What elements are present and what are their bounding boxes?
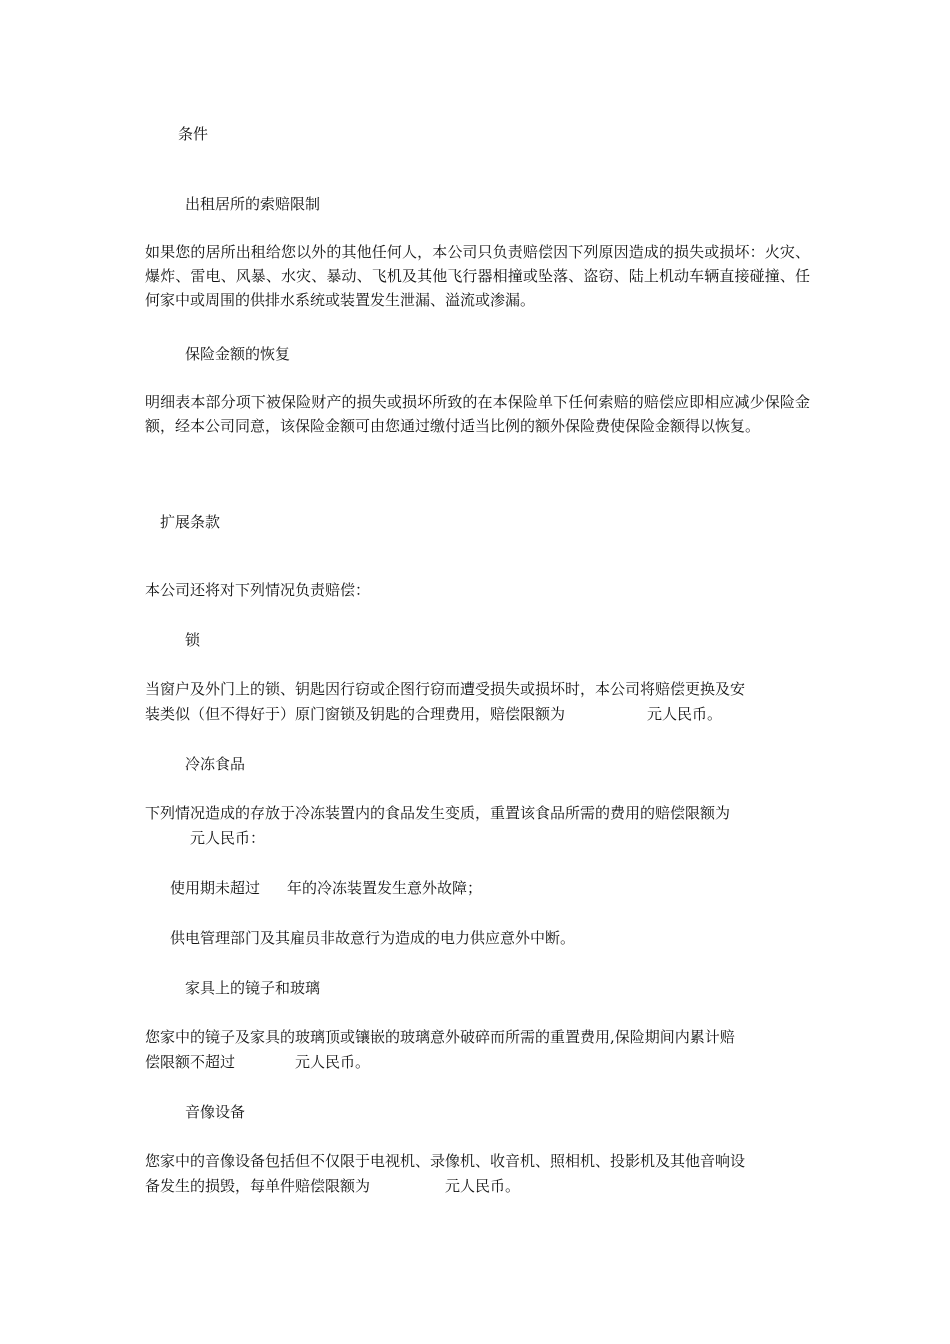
paragraph-mirror-tail: 元人民币。	[295, 1053, 371, 1071]
paragraph-av-line2: 备发生的损毁，每单件赔偿限额为	[145, 1177, 371, 1195]
paragraph-frozen-line1: 下列情况造成的存放于冷冻装置内的食品发生变质，重置该食品所需的费用的赔偿限额为	[145, 804, 731, 822]
section-title-conditions: 条件	[178, 125, 209, 143]
heading-locks: 锁	[185, 631, 201, 649]
heading-restore: 保险金额的恢复	[185, 345, 291, 363]
paragraph-locks-line2: 装类似（但不得好于）原门窗锁及钥匙的合理费用，赔偿限额为	[145, 705, 566, 723]
heading-rental-limit: 出租居所的索赔限制	[185, 195, 321, 213]
frozen-item2: 供电管理部门及其雇员非故意行为造成的电力供应意外中断。	[170, 929, 576, 947]
frozen-item1-part1: 使用期未超过	[170, 879, 261, 897]
frozen-item1-part2: 年的冷冻装置发生意外故障；	[287, 879, 483, 897]
paragraph-av-line1: 您家中的音像设备包括但不仅限于电视机、录像机、收音机、照相机、投影机及其他音响设	[145, 1152, 746, 1170]
heading-av-equipment: 音像设备	[185, 1103, 246, 1121]
paragraph-frozen-tail: 元人民币：	[190, 829, 266, 847]
paragraph-mirror-line2: 偿限额不超过	[145, 1053, 236, 1071]
heading-frozen-food: 冷冻食品	[185, 755, 246, 773]
paragraph-locks-line1: 当窗户及外门上的锁、钥匙因行窃或企图行窃而遭受损失或损坏时，本公司将赔偿更换及安	[145, 680, 746, 698]
paragraph-locks-tail: 元人民币。	[647, 705, 723, 723]
paragraph-rental-limit: 如果您的居所出租给您以外的其他任何人，本公司只负责赔偿因下列原因造成的损失或损坏：火灾、爆炸、雷电、风暴、水灾、暴动、飞机及其他飞行器相撞或坠落、盗窃、陆上机动车辆直接碰撞、任何家中或周围的供排水系统或装置发生泄漏、溢流或渗漏。	[145, 243, 810, 309]
section-title-extensions: 扩展条款	[160, 513, 221, 531]
heading-mirror-glass: 家具上的镜子和玻璃	[185, 979, 321, 997]
paragraph-av-tail: 元人民币。	[445, 1177, 521, 1195]
paragraph-mirror-line1: 您家中的镜子及家具的玻璃顶或镶嵌的玻璃意外破碎而所需的重置费用,保险期间内累计赔	[145, 1028, 735, 1046]
paragraph-extensions-intro: 本公司还将对下列情况负责赔偿：	[145, 581, 371, 599]
paragraph-restore: 明细表本部分项下被保险财产的损失或损坏所致的在本保险单下任何索赔的赔偿应即相应减少保险金额，经本公司同意，该保险金额可由您通过缴付适当比例的额外保险费使保险金额得以恢复。	[145, 393, 810, 435]
